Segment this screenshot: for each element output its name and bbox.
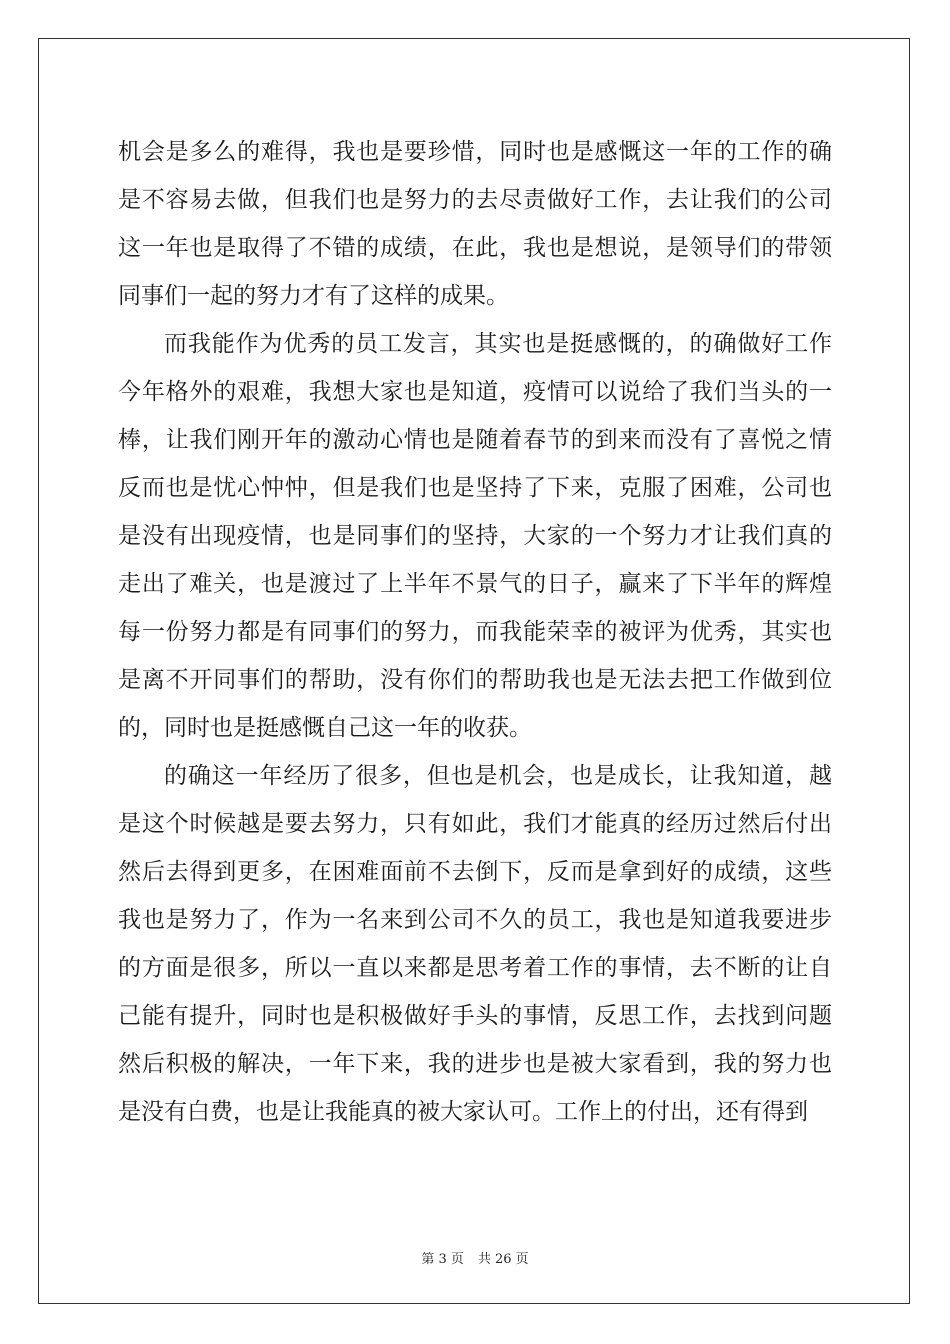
- text-line: 机会是多么的难得，我也是要珍惜，同时也是感慨这一年的工作的确: [118, 139, 832, 165]
- page-number: 第 3 页: [421, 1252, 464, 1267]
- text-line: 反而也是忧心忡忡，但是我们也是坚持了下来，克服了困难，公司也: [118, 475, 832, 501]
- text-line: 然后积极的解决，一年下来，我的进步也是被大家看到，我的努力也: [118, 1051, 832, 1077]
- text-line: 同事们一起的努力才有了这样的成果。: [118, 283, 509, 309]
- paragraph: [118, 320, 832, 752]
- text-line: 然后去得到更多，在困难面前不去倒下，反而是拿到好的成绩，这些: [118, 859, 832, 885]
- text-line: 的，同时也是挺感慨自己这一年的收获。: [118, 715, 532, 741]
- text-line: 是这个时候越是要去努力，只有如此，我们才能真的经历过然后付出: [118, 811, 832, 837]
- text-line: 棒，让我们刚开年的激动心情也是随着春节的到来而没有了喜悦之情: [118, 427, 832, 453]
- text-line: 是没有白费，也是让我能真的被大家认可。工作上的付出，还有得到: [118, 1099, 808, 1125]
- text-line: 而我能作为优秀的员工发言，其实也是挺感慨的，的确做好工作: [164, 331, 832, 357]
- text-line: 这一年也是取得了不错的成绩，在此，我也是想说，是领导们的带领: [118, 235, 832, 261]
- text-line: 我也是努力了，作为一名来到公司不久的员工，我也是知道我要进步: [118, 907, 832, 933]
- text-line: 走出了难关，也是渡过了上半年不景气的日子，赢来了下半年的辉煌: [118, 571, 832, 597]
- text-line: 今年格外的艰难，我想大家也是知道，疫情可以说给了我们当头的一: [118, 379, 832, 405]
- text-line: 每一份努力都是有同事们的努力，而我能荣幸的被评为优秀，其实也: [118, 619, 832, 645]
- page-footer: [0, 1248, 950, 1267]
- paragraph: [118, 128, 832, 320]
- text-line: 是离不开同事们的帮助，没有你们的帮助我也是无法去把工作做到位: [118, 667, 832, 693]
- page-total: 共 26 页: [477, 1252, 529, 1267]
- text-line: 是不容易去做，但我们也是努力的去尽责做好工作，去让我们的公司: [118, 187, 832, 213]
- text-line: 的确这一年经历了很多，但也是机会，也是成长，让我知道，越: [164, 763, 832, 789]
- paragraph: [118, 752, 832, 1136]
- text-line: 的方面是很多，所以一直以来都是思考着工作的事情，去不断的让自: [118, 955, 832, 981]
- text-line: 是没有出现疫情，也是同事们的坚持，大家的一个努力才让我们真的: [118, 523, 832, 549]
- document-body: [118, 128, 832, 1136]
- text-line: 己能有提升，同时也是积极做好手头的事情，反思工作，去找到问题: [118, 1003, 832, 1029]
